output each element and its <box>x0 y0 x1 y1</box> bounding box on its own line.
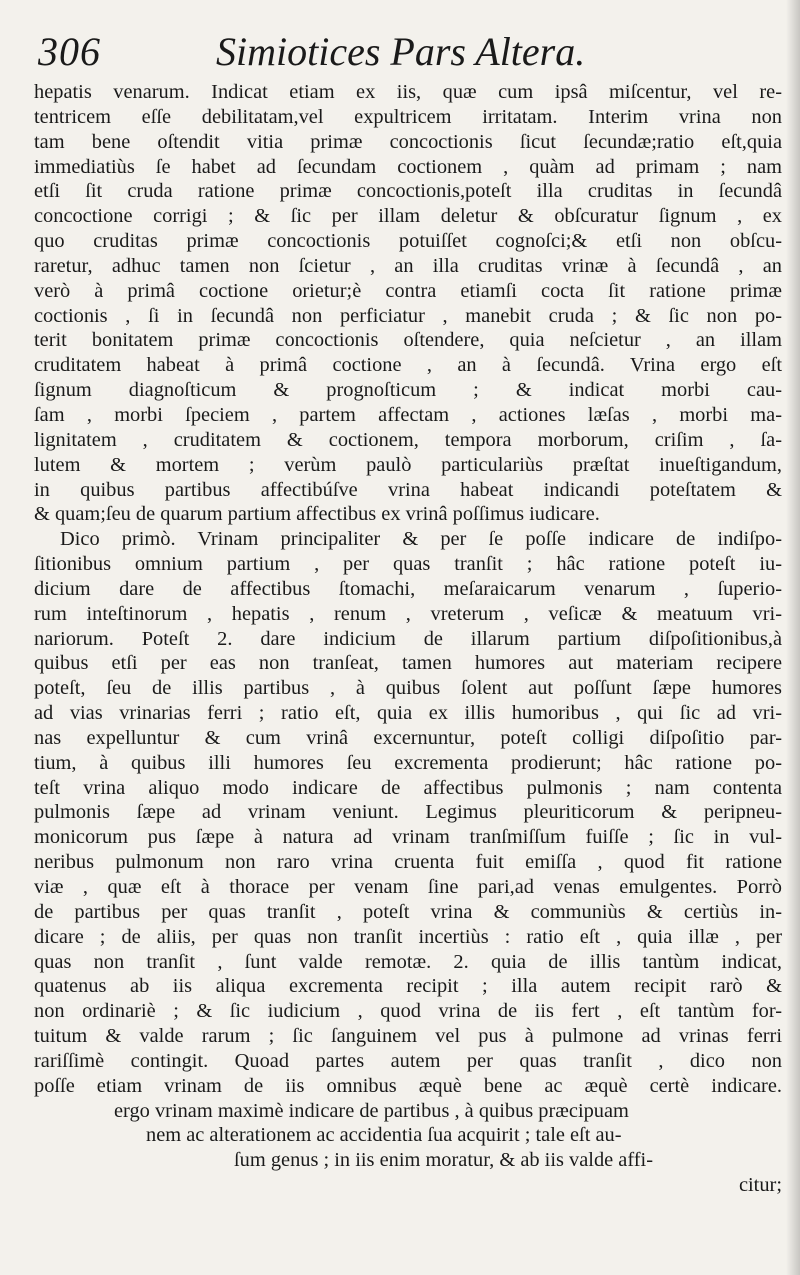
text-line: cruditatem habeat à primâ coctione , an à ſecundâ. Vrina ergo eſt <box>34 354 782 377</box>
text-line: quibus etſi per eas non tranſeat, tamen humores aut materiam recipere <box>34 652 782 675</box>
text-line: quatenus ab iis aliqua excrementa recipit ; illa autem recipit rarò & <box>34 975 782 998</box>
text-line: terit bonitatem primæ concoctionis oſtendere, quia neſcietur , an illam <box>34 329 782 352</box>
text-line: ſignum diagnoſticum & prognoſticum ; & indicat morbi cau- <box>34 379 782 402</box>
page-header <box>38 28 778 80</box>
text-line: lignitatem , cruditatem & coctionem, tempora morborum, criſim , ſa- <box>34 428 782 451</box>
text-line: quo cruditas primæ concoctionis potuiſſet cognoſci;& etſi non obſcu- <box>34 230 782 253</box>
text-line: ſitionibus omnium partium , per quas tranſit ; hâc ratione poteſt iu- <box>34 553 782 576</box>
text-line: de partibus per quas tranſit , poteſt vrina & communiùs & certiùs in- <box>34 900 782 923</box>
text-line: Dico primò. Vrinam principaliter & per ſe poſſe indicare de indiſpo- <box>60 528 782 551</box>
text-line: rum inteſtinorum , hepatis , renum , vreterum , veſicæ & meatuum vri- <box>34 602 782 625</box>
text-line: hepatis venarum. Indicat etiam ex iis, quæ cum ipsâ miſcentur, vel re- <box>34 81 782 103</box>
page-number: 306 <box>38 29 101 74</box>
catchword: citur; <box>738 1174 782 1197</box>
text-line: ergo vrinam maximè indicare de partibus , à quibus præcipuam <box>114 1099 629 1122</box>
text-line: nem ac alterationem ac accidentia ſua acquirit ; tale eſt au- <box>146 1124 622 1147</box>
text-line: ſum genus ; in iis enim moratur, & ab iis valde affi- <box>234 1149 654 1172</box>
text-line: poſſe etiam vrinam de iis omnibus æquè bene ac æquè certè indicare. <box>34 1074 782 1097</box>
body-text <box>34 80 782 1198</box>
text-line: dicare ; de aliis, per quas non tranſit incertiùs : ratio eſt , quia illæ , per <box>34 925 782 948</box>
text-line: rariſſimè contingit. Quoad partes autem per quas tranſit , dico non <box>34 1049 782 1072</box>
text-line: tuitum & valde rarum ; ſic ſanguinem vel pus à pulmone ad vrinas ferri <box>34 1025 782 1048</box>
text-line: ad vias vrinarias ferri ; ratio eſt, quia ex illis humoribus , qui ſic ad vri- <box>34 702 782 725</box>
text-line: tium, à quibus illi humores ſeu excrementa prodierunt; hâc ratione po- <box>34 751 782 774</box>
text-line: neribus pulmonum non raro vrina cruenta fuit emiſſa , quod fit ratione <box>34 851 782 874</box>
text-line: dicium dare de affectibus ſtomachi, meſaraicarum venarum , ſuperio- <box>34 577 782 600</box>
page-edge-shadow <box>786 0 800 1275</box>
text-line: immediatiùs ſe habet ad ſecundam coctionem , quàm ad primam ; nam <box>34 155 782 178</box>
text-line: concoctione corrigi ; & ſic per illam deletur & obſcuratur ſignum , ex <box>34 205 782 228</box>
text-line: lutem & mortem ; verùm paulò particulariùs præſtat inueſtigandum, <box>34 453 782 476</box>
text-line: verò à primâ coctione orietur;è contra etiamſi cocta ſit ratione primæ <box>34 279 782 302</box>
text-line: & quam;ſeu de quarum partium affectibus ex vrinâ poſſimus iudicare. <box>34 503 600 526</box>
text-line: nariorum. Poteſt 2. dare indicium de illarum partium diſpoſitionibus,à <box>34 627 782 650</box>
text-line: ſam , morbi ſpeciem , partem affectam , actiones læſas , morbi ma- <box>34 403 782 426</box>
text-line: coctionis , ſi in ſecundâ non perficiatur , manebit cruda ; & ſic non po- <box>34 304 782 327</box>
text-line: tentricem eſſe debilitatam,vel expultricem irritatam. Interim vrina non <box>34 105 782 128</box>
text-line: teſt vrina aliquo modo indicare de affectibus pulmonis ; nam contenta <box>34 776 782 799</box>
text-line: poteſt, ſeu de illis partibus , à quibus ſolent aut poſſunt ſæpe humores <box>34 677 782 700</box>
text-line: non ordinariè ; & ſic iudicium , quod vrina de iis fert , eſt tantùm for- <box>34 1000 782 1023</box>
text-line: etſi ſit cruda ratione primæ concoctionis,poteſt illa cruditas in ſecundâ <box>34 180 782 203</box>
text-line: nas expelluntur & cum vrinâ excernuntur, poteſt colligi diſpoſitio par- <box>34 726 782 749</box>
running-title: Simiotices Pars Altera. <box>216 29 586 74</box>
text-line: viæ , quæ eſt à thorace per venam ſine pari,ad venas emulgentes. Porrò <box>34 876 782 898</box>
text-line: raretur, adhuc tamen non ſcietur , an illa cruditas vrinæ à ſecundâ , an <box>34 254 782 277</box>
text-line: tam bene oſtendit vitia primæ concoctionis ſicut ſecundæ;ratio eſt,quia <box>34 130 782 153</box>
text-line: in quibus partibus affectibúſve vrina habeat indicandi poteſtatem & <box>34 478 782 501</box>
text-line: pulmonis ſæpe ad vrinam veniunt. Legimus pleuriticorum & peripneu- <box>34 801 782 824</box>
text-line: monicorum pus ſæpe à natura ad vrinam tranſmiſſum fuiſſe ; ſic in vul- <box>34 826 782 849</box>
text-line: quas non tranſit , ſunt valde remotæ. 2. quia de illis tantùm indicat, <box>34 950 782 973</box>
